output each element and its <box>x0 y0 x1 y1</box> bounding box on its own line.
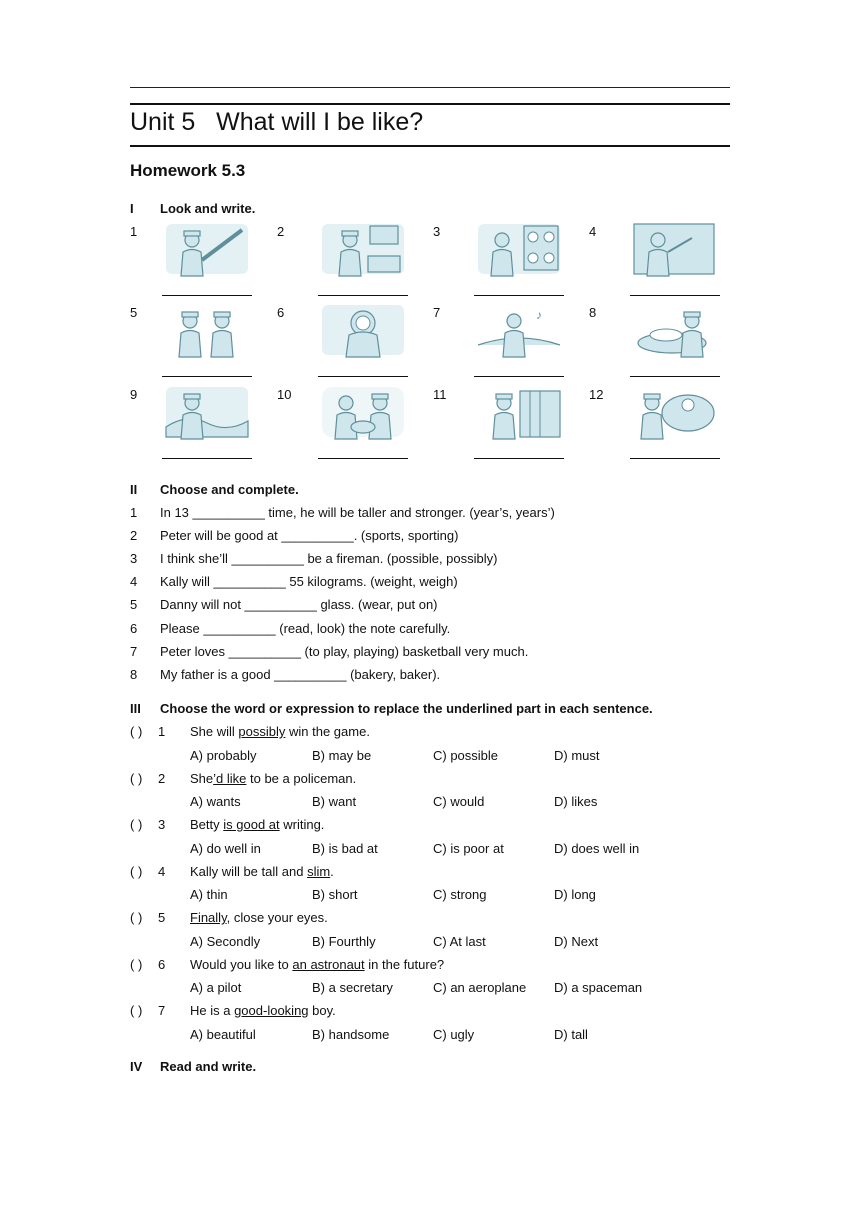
section-number: IV <box>130 1059 143 1074</box>
option-b[interactable]: B) may be <box>312 747 372 763</box>
answer-blank[interactable] <box>630 376 720 377</box>
item-number: 2 <box>130 528 138 544</box>
option-c[interactable]: C) ugly <box>433 1026 475 1042</box>
astronaut-icon <box>318 301 408 359</box>
question-number: 4 <box>158 863 166 879</box>
answer-parentheses[interactable]: ( ) <box>130 910 143 925</box>
answer-blank[interactable] <box>474 458 564 459</box>
teacher-icon <box>630 220 720 278</box>
option-d[interactable]: D) must <box>554 747 600 763</box>
stem-after: writing. <box>279 817 325 832</box>
picture-number: 9 <box>130 387 138 402</box>
stem-after: , close your eyes. <box>226 910 328 925</box>
answer-blank[interactable] <box>162 295 252 296</box>
answer-parentheses[interactable]: ( ) <box>130 770 143 786</box>
item-number: 8 <box>130 666 138 682</box>
answer-blank[interactable] <box>318 295 408 296</box>
picture-number: 6 <box>277 305 285 320</box>
underlined-part: slim <box>307 863 331 879</box>
item-number: 4 <box>130 574 138 590</box>
answer-blank[interactable] <box>630 295 720 296</box>
unit-title: Unit 5 What will I be like? <box>130 108 424 136</box>
policeman-icon <box>474 383 564 441</box>
item-text[interactable]: Danny will not __________ glass. (wear, put on) <box>160 597 438 613</box>
picture-number: 11 <box>433 387 447 402</box>
chef-icon <box>630 301 720 359</box>
question-row <box>130 864 690 882</box>
question-row <box>130 1003 690 1021</box>
picture-number: 2 <box>277 224 285 239</box>
section-title: Read and write. <box>160 1059 257 1074</box>
section-number: III <box>130 701 141 716</box>
pilot-icon <box>630 383 720 441</box>
underlined-part: good-looking <box>234 1003 309 1018</box>
option-a[interactable]: A) thin <box>190 887 228 902</box>
question-stem <box>190 957 444 972</box>
underlined-part: ’d like <box>213 770 247 786</box>
singer-icon <box>474 301 564 359</box>
option-row <box>190 748 690 766</box>
option-b[interactable]: B) handsome <box>312 1026 390 1042</box>
stem-after: win the game. <box>285 724 370 739</box>
option-b[interactable]: B) Fourthly <box>312 933 376 949</box>
question-stem <box>190 817 324 832</box>
stem-before: Betty <box>190 817 224 832</box>
option-c[interactable]: C) strong <box>433 887 487 902</box>
option-a[interactable]: A) a pilot <box>190 980 242 995</box>
option-c[interactable]: C) At last <box>433 933 486 949</box>
doctor-xray-icon <box>318 220 408 278</box>
option-a[interactable]: A) beautiful <box>190 1026 256 1042</box>
vet-icon <box>318 383 408 441</box>
question-number: 1 <box>158 724 166 739</box>
title-rule-upper <box>130 103 730 105</box>
option-b[interactable]: B) is bad at <box>312 840 378 856</box>
question-number: 5 <box>158 910 166 925</box>
top-rule <box>130 87 730 88</box>
stem-before: Would you like to <box>190 956 293 972</box>
firefighter-icon <box>162 220 252 278</box>
stem-before: Kally will be tall and <box>190 863 308 879</box>
question-stem <box>190 771 356 786</box>
answer-blank[interactable] <box>630 458 720 459</box>
dentist-icon <box>474 220 564 278</box>
answer-parentheses[interactable]: ( ) <box>130 1003 143 1018</box>
picture-number: 12 <box>589 387 604 402</box>
answer-blank[interactable] <box>318 458 408 459</box>
underlined-part: possibly <box>238 724 286 739</box>
question-stem <box>190 864 334 879</box>
farmer-icon <box>162 383 252 441</box>
item-number: 1 <box>130 505 138 520</box>
answer-parentheses[interactable]: ( ) <box>130 817 143 832</box>
option-row <box>190 841 690 859</box>
item-text[interactable]: Please __________ (read, look) the note carefully. <box>160 620 451 636</box>
answer-parentheses[interactable]: ( ) <box>130 956 143 972</box>
option-d[interactable]: D) tall <box>554 1026 588 1042</box>
answer-parentheses[interactable]: ( ) <box>130 863 143 879</box>
stem-before: She will <box>190 724 239 739</box>
picture-number: 8 <box>589 305 597 320</box>
picture-number: 10 <box>277 387 292 402</box>
answer-blank[interactable] <box>474 376 564 377</box>
picture-number: 4 <box>589 224 597 239</box>
option-c[interactable]: C) possible <box>433 747 499 763</box>
option-b[interactable]: B) want <box>312 794 357 809</box>
stem-after: boy. <box>308 1003 336 1018</box>
item-text[interactable]: Peter loves __________ (to play, playing) basketball very much. <box>160 643 529 659</box>
homework-title: Homework 5.3 <box>130 161 246 180</box>
underlined-part: an astronaut <box>292 956 365 972</box>
option-b[interactable]: B) a secretary <box>312 980 393 995</box>
option-a[interactable]: A) probably <box>190 747 257 763</box>
picture-number: 7 <box>433 305 441 320</box>
option-row <box>190 887 690 905</box>
option-c[interactable]: C) an aeroplane <box>433 980 527 995</box>
title-rule-lower <box>130 145 730 147</box>
section-title: Choose and complete. <box>160 482 299 497</box>
option-row <box>190 980 690 998</box>
question-row <box>130 817 690 835</box>
section-number: II <box>130 482 138 497</box>
answer-parentheses[interactable]: ( ) <box>130 724 143 739</box>
section-title: Choose the word or expression to replace the underlined part in each sentence. <box>160 701 653 716</box>
picture-number: 3 <box>433 224 441 239</box>
question-row <box>130 910 690 928</box>
question-stem <box>190 910 328 925</box>
stem-after: . <box>330 863 334 879</box>
svg-text:♪: ♪ <box>536 308 542 322</box>
option-d[interactable]: D) long <box>554 887 596 902</box>
item-text[interactable]: Peter will be good at __________. (sports, sporting) <box>160 528 459 544</box>
question-stem <box>190 1003 336 1018</box>
option-a[interactable]: A) do well in <box>190 840 261 856</box>
answer-blank[interactable] <box>162 458 252 459</box>
stem-before: She <box>190 770 214 786</box>
item-text[interactable]: I think she’ll __________ be a fireman. (possible, possibly) <box>160 551 498 567</box>
item-text[interactable]: Kally will __________ 55 kilograms. (weight, weigh) <box>160 574 458 590</box>
option-d[interactable]: D) a spaceman <box>554 980 643 995</box>
answer-blank[interactable] <box>318 376 408 377</box>
option-row <box>190 794 690 812</box>
question-row <box>130 724 690 742</box>
option-d[interactable]: D) likes <box>554 794 598 809</box>
option-c[interactable]: C) would <box>433 794 485 809</box>
option-b[interactable]: B) short <box>312 887 358 902</box>
option-a[interactable]: A) Secondly <box>190 933 261 949</box>
question-number: 6 <box>158 956 166 972</box>
picture-number: 1 <box>130 224 138 239</box>
section-number: I <box>130 201 134 216</box>
answer-blank[interactable] <box>474 295 564 296</box>
stem-after: to be a policeman. <box>246 770 357 786</box>
option-c[interactable]: C) is poor at <box>433 840 504 856</box>
question-number: 7 <box>158 1003 166 1018</box>
underlined-part: Finally <box>190 910 227 925</box>
underlined-part: is good at <box>223 817 280 832</box>
stem-after: in the future? <box>364 956 445 972</box>
option-d[interactable]: D) does well in <box>554 840 640 856</box>
option-d[interactable]: D) Next <box>554 933 599 949</box>
item-number: 3 <box>130 551 138 567</box>
section-title: Look and write. <box>160 201 256 216</box>
item-number: 7 <box>130 643 138 659</box>
picture-number: 5 <box>130 305 138 320</box>
soldiers-icon <box>162 301 252 359</box>
item-number: 6 <box>130 620 138 636</box>
option-a[interactable]: A) wants <box>190 794 241 809</box>
stem-before: He is a <box>190 1003 235 1018</box>
question-stem <box>190 724 370 739</box>
question-number: 3 <box>158 817 166 832</box>
option-row <box>190 1027 690 1045</box>
item-number: 5 <box>130 597 138 613</box>
item-text[interactable]: My father is a good __________ (bakery, baker). <box>160 666 441 682</box>
question-row <box>130 771 690 789</box>
question-number: 2 <box>158 770 166 786</box>
option-row <box>190 934 690 952</box>
answer-blank[interactable] <box>162 376 252 377</box>
item-text[interactable]: In 13 __________ time, he will be taller and stronger. (year’s, years’) <box>160 505 555 520</box>
question-row <box>130 957 690 975</box>
